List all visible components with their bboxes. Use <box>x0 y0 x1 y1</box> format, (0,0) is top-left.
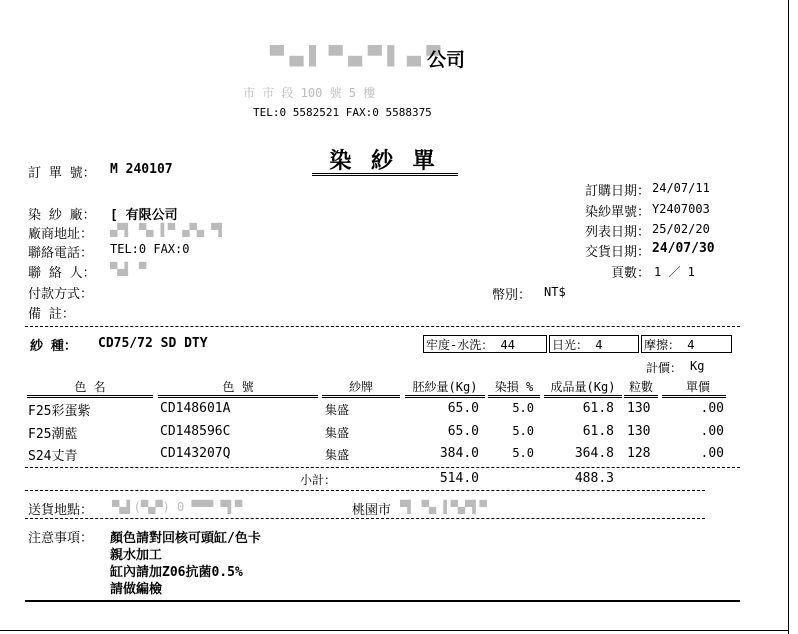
page-edge-right <box>788 0 789 634</box>
payment-label: 付款方式： <box>28 287 94 302</box>
dye-no-label: 染紗單號： <box>584 205 650 220</box>
divider-3 <box>25 518 705 519</box>
row-price: .00 <box>700 446 724 461</box>
address-value-redacted: ▄▀▌ ▀▄ ▌▀ ▄▀▄ ▀▌ <box>110 223 226 237</box>
col-pieces: 粒數 <box>628 380 653 394</box>
subtotal-finished: 488.3 <box>574 471 614 486</box>
delivery-date: 24/07/30 <box>652 241 715 256</box>
row-price: .00 <box>700 401 724 416</box>
company-name: 公司 <box>427 49 466 71</box>
fastness-rub-box <box>641 335 732 353</box>
delivery-place-redacted: ▀▄▌(▀▄▀) 0 ▀▀▀ ▀▌▀ <box>112 500 243 514</box>
col-finished-kg: 成品量(Kg) <box>550 380 616 394</box>
order-no-label: 訂 單 號： <box>28 166 96 181</box>
row-color-name: F25彩蛋紫 <box>28 404 91 419</box>
print-date-label: 列表日期： <box>584 225 650 240</box>
row-loss: 5.0 <box>512 401 534 415</box>
contact-value-redacted: ▀▄▌ ▀ <box>110 262 147 276</box>
row-raw-kg: 65.0 <box>447 401 479 416</box>
row-finished-kg: 61.8 <box>582 401 614 416</box>
row-finished-kg: 364.8 <box>574 446 614 461</box>
page-edge-bottom <box>0 630 789 631</box>
fastness-wash-box <box>423 335 547 353</box>
currency-value: NT$ <box>544 285 566 299</box>
address-label: 廠商地址： <box>28 227 94 242</box>
notes-line: 顏色請對回核可頭缸/色卡 <box>110 531 261 546</box>
header-underline-5 <box>488 395 540 398</box>
row-brand: 集盛 <box>325 426 350 440</box>
delivery-label: 送貨地點： <box>28 503 94 518</box>
currency-label: 幣別： <box>492 288 532 303</box>
contact-label: 聯 絡 人： <box>28 266 96 281</box>
header-underline-3 <box>322 395 400 398</box>
fastness-wash-label: 牢度-水洗： <box>426 338 494 352</box>
row-raw-kg: 65.0 <box>447 424 479 439</box>
company-name-redacted: ▀ ▄ ▌ ▀ ▄ ▀ ▌ ▄ ▀ <box>270 46 441 67</box>
col-loss: 染損 % <box>494 380 534 394</box>
row-brand: 集盛 <box>325 403 350 417</box>
delivery-value: 桃園市 <box>352 503 392 518</box>
notes-label: 注意事項： <box>28 531 94 546</box>
row-color-no: CD143207Q <box>160 446 231 461</box>
row-color-name: F25潮藍 <box>28 427 78 442</box>
divider-subtotal <box>25 467 740 468</box>
row-pieces: 128 <box>627 446 651 461</box>
print-date: 25/02/20 <box>652 222 710 236</box>
factory-value: [ 有限公司 <box>110 208 178 223</box>
factory-label: 染 紗 廠： <box>28 208 96 223</box>
fastness-light-value: 4 <box>595 338 603 352</box>
col-color-no: 色 號 <box>222 380 254 394</box>
fastness-rub-value: 4 <box>687 338 695 352</box>
unit-label: 計價： <box>646 361 683 375</box>
notes-line: 親水加工 <box>110 548 163 563</box>
dye-no: Y2407003 <box>652 202 710 216</box>
divider-1 <box>25 326 740 327</box>
delivery-date-label: 交貨日期： <box>584 245 650 260</box>
divider-2 <box>25 490 705 491</box>
document-title: 染 紗 單 <box>329 149 441 174</box>
row-price: .00 <box>700 424 724 439</box>
row-color-no: CD148601A <box>160 401 231 416</box>
phone-value: TEL:0 FAX:0 <box>110 242 190 256</box>
bottom-rule <box>25 600 740 602</box>
row-loss: 5.0 <box>512 424 534 438</box>
title-underline <box>312 173 458 176</box>
notes-line: 請做編檢 <box>110 582 163 597</box>
unit-value: Kg <box>690 359 705 373</box>
pages-value: 1 ／ 1 <box>654 265 695 279</box>
remark-label: 備 註： <box>28 307 75 322</box>
header-underline-4 <box>405 395 485 398</box>
subtotal-raw: 514.0 <box>439 471 479 486</box>
fastness-light-label: 日光： <box>552 338 589 352</box>
subtotal-label: 小計： <box>300 473 337 487</box>
fastness-rub-label: 摩擦： <box>644 338 681 352</box>
row-color-no: CD148596C <box>160 424 231 439</box>
row-pieces: 130 <box>627 424 651 439</box>
header-underline-7 <box>624 395 658 398</box>
order-no-value: M 240107 <box>110 162 173 177</box>
row-color-name: S24丈青 <box>28 449 78 464</box>
row-brand: 集盛 <box>325 448 350 462</box>
row-pieces: 130 <box>627 401 651 416</box>
order-date: 24/07/11 <box>652 181 710 195</box>
header-underline-6 <box>544 395 622 398</box>
header-underline-1 <box>27 395 153 398</box>
row-loss: 5.0 <box>512 446 534 460</box>
col-price: 單價 <box>685 380 710 394</box>
phone-label: 聯絡電話： <box>28 246 94 261</box>
yarn-label: 紗 種： <box>30 339 77 354</box>
col-color-name: 色 名 <box>74 380 106 394</box>
notes-line: 缸內請加Z06抗菌0.5% <box>110 565 243 580</box>
row-finished-kg: 61.8 <box>582 424 614 439</box>
delivery-address-redacted: ▀▌ ▀▄ ▌▀▄▀▌▀ <box>400 500 487 514</box>
row-raw-kg: 384.0 <box>439 446 479 461</box>
order-date-label: 訂購日期： <box>584 184 650 199</box>
header-underline-2 <box>158 395 318 398</box>
company-address: 巿 市 段 100 號 5 樓 <box>243 86 376 100</box>
col-raw-kg: 胚紗量(Kg) <box>412 380 478 394</box>
col-brand: 紗牌 <box>348 380 373 394</box>
header-underline-8 <box>662 395 726 398</box>
fastness-wash-value: 44 <box>500 338 515 352</box>
fastness-light-box <box>549 335 639 353</box>
yarn-value: CD75/72 SD DTY <box>98 336 208 351</box>
pages-label: 頁數： <box>610 266 650 281</box>
company-tel-fax: TEL:0 5582521 FAX:0 5588375 <box>253 106 432 119</box>
